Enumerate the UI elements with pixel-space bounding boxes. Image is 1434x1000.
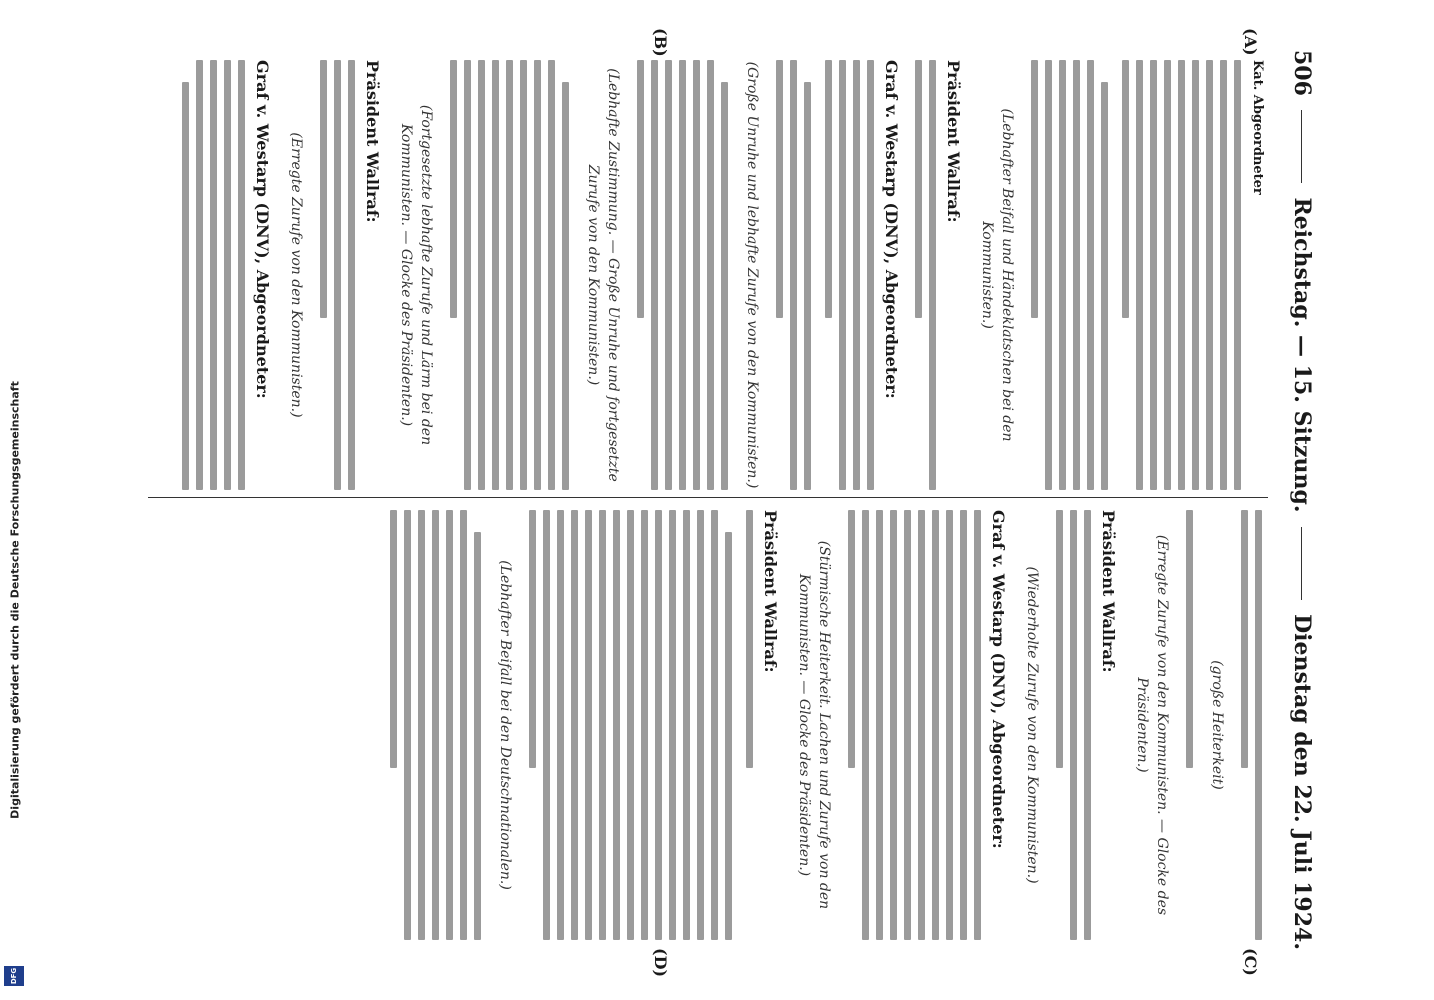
margin-letter-a: (A) bbox=[1241, 28, 1260, 56]
header-rule-right bbox=[1302, 527, 1303, 601]
speaker-name: Präsident Wallraf: bbox=[944, 60, 963, 223]
speaker-name: Präsident Wallraf: bbox=[761, 510, 780, 673]
interjection: (Wiederholte Zurufe von den Kommunisten.) bbox=[1024, 566, 1040, 884]
speaker-name: Graf v. Westarp (DNV), Abgeordneter: bbox=[253, 60, 272, 399]
paragraph bbox=[746, 510, 780, 940]
interjection: (Lebhafter Beifall bei den Deutschnationalen.) bbox=[497, 560, 513, 890]
paragraph bbox=[1031, 60, 1108, 490]
speaker-name: Präsident Wallraf: bbox=[363, 60, 382, 223]
margin-letter-b: (B) bbox=[651, 28, 670, 57]
interjection: (Fortgesetzte lebhafte Zurufe und Lärm bei den Kommunisten. — Glocke des Präsidenten.) bbox=[398, 104, 434, 446]
interjection: (Lebhafte Zustimmung. — Große Unruhe und fortgesetzte Zurufe von den Kommunisten.) bbox=[585, 68, 621, 482]
footer-credit: Digitalisierung gefördert durch die Deutsche Forschungsgemeinschaft bbox=[8, 381, 22, 819]
interjection: (große Heiterkeit) bbox=[1209, 660, 1225, 790]
paragraph bbox=[848, 510, 1008, 940]
margin-letter-d: (D) bbox=[651, 948, 670, 978]
footer-strip bbox=[0, 0, 30, 1000]
interjection: (Erregte Zurufe von den Kommunisten. — Glocke des Präsidenten.) bbox=[1134, 534, 1170, 916]
paragraph bbox=[178, 60, 272, 490]
rotated-page bbox=[90, 0, 1330, 1000]
column-divider bbox=[148, 497, 1268, 498]
paragraph bbox=[915, 60, 963, 490]
interjection: (Stürmische Heiterkeit. Lachen und Zurufe von den Kommunisten. — Glocke des Präsidenten.) bbox=[796, 540, 832, 910]
right-column bbox=[178, 510, 1268, 940]
paragraph bbox=[825, 60, 901, 490]
interjection: (Lebhafter Beifall und Händeklatschen bei den Kommunisten.) bbox=[979, 108, 1015, 442]
paragraph bbox=[637, 60, 728, 490]
page-header bbox=[1284, 50, 1320, 950]
paragraph bbox=[1241, 510, 1262, 940]
speaker-name: Graf v. Westarp (DNV), Abgeordneter: bbox=[989, 510, 1008, 849]
header-rule-left bbox=[1302, 110, 1303, 184]
margin-letter-c: (C) bbox=[1241, 948, 1260, 976]
session-title: Reichstag. — 15. Sitzung. bbox=[1289, 197, 1315, 513]
session-date: Dienstag den 22. Juli 1924. bbox=[1289, 614, 1315, 951]
left-column bbox=[178, 60, 1268, 490]
dfg-logo-icon: DFG bbox=[4, 966, 24, 986]
paragraph bbox=[776, 60, 811, 490]
page-number: 506 bbox=[1289, 50, 1315, 96]
interjection: (Erregte Zurufe von den Kommunisten.) bbox=[288, 132, 304, 418]
speaker-name: Präsident Wallraf: bbox=[1099, 510, 1118, 673]
speaker-tag: Kat. Abgeordneter bbox=[1250, 60, 1265, 195]
paragraph bbox=[390, 510, 481, 940]
paragraph bbox=[1122, 60, 1268, 490]
interjection: (Große Unruhe und lebhafte Zurufe von den Kommunisten.) bbox=[744, 61, 760, 489]
paragraph bbox=[1186, 510, 1193, 940]
speaker-name: Graf v. Westarp (DNV), Abgeordneter: bbox=[882, 60, 901, 399]
paragraph bbox=[529, 510, 732, 940]
paragraph bbox=[320, 60, 382, 490]
paragraph bbox=[1056, 510, 1118, 940]
paragraph bbox=[450, 60, 569, 490]
